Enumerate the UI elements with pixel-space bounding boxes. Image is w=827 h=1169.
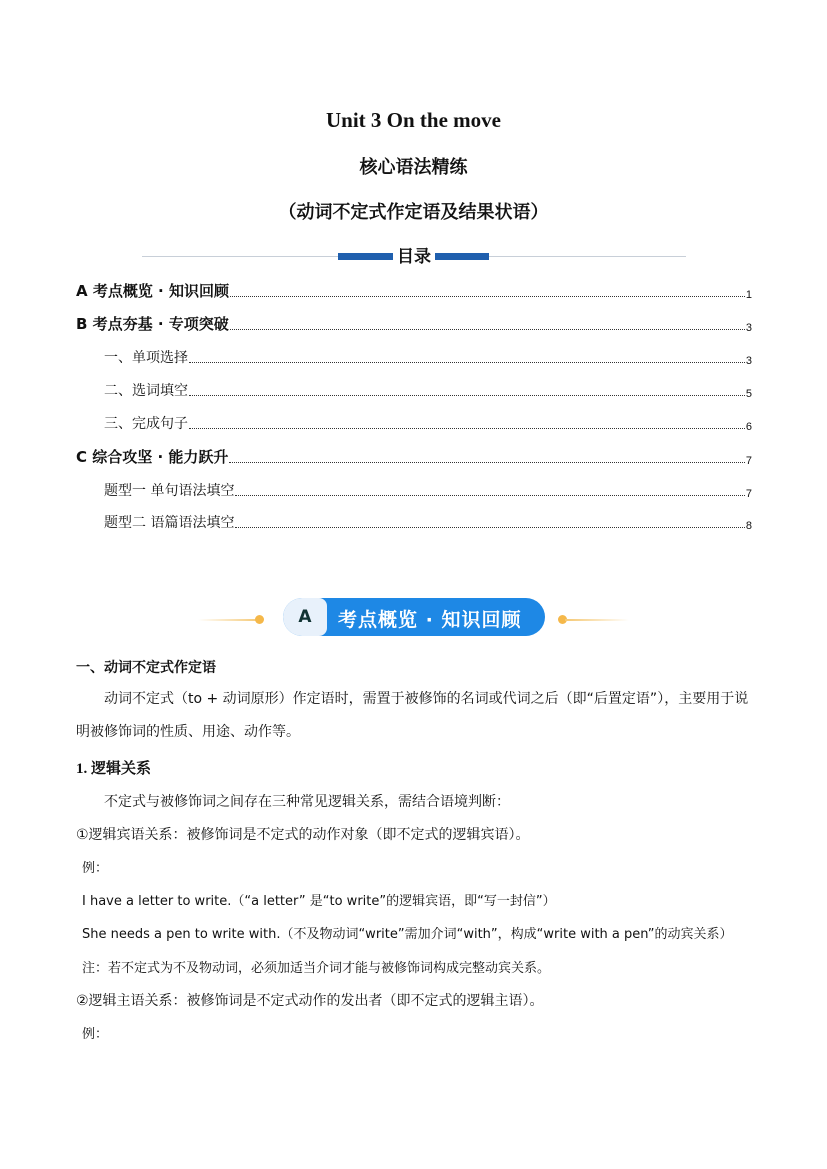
toc-heading: 目录 [393, 242, 435, 267]
banner-dot-left [255, 615, 264, 624]
document-subtitle: 核心语法精练 [359, 157, 468, 178]
toc-entry-label: 一、单项选择 [104, 350, 188, 366]
relation-1: ①逻辑宾语关系：被修饰词是不定式的动作对象（即不定式的逻辑宾语）。 [76, 827, 530, 843]
document-topic: （动词不定式作定语及结果状语） [278, 202, 549, 223]
example-label: 例： [82, 861, 109, 876]
section-heading: 一、动词不定式作定语 [76, 660, 216, 676]
subsection-description: 不定式与被修饰词之间存在三种常见逻辑关系，需结合语境判断： [104, 794, 510, 810]
toc-leader-dots [230, 296, 745, 297]
toc-entry-label: A 考点概览 · 知识回顾 [76, 282, 229, 300]
toc-leader-dots [189, 362, 745, 363]
toc-leader-dots [189, 395, 745, 396]
toc-entry-label: 三、完成句子 [104, 416, 188, 432]
toc-entry[interactable] [104, 349, 752, 367]
banner-line-left [198, 619, 260, 621]
note: 注：若不定式为不及物动词，必须加适当介词才能与被修饰词构成完整动宾关系。 [82, 961, 551, 976]
intro-paragraph: 动词不定式（to + 动词原形）作定语时，需置于被修饰的名词或代词之后（即“后置定语”），主要用于说明被修饰词的性质、用途、动作等。 [76, 691, 749, 740]
toc-entry[interactable] [104, 382, 752, 400]
toc-entry-page: 7 [745, 455, 752, 467]
toc-heading-bar-right [435, 253, 489, 260]
toc-heading-bar-left [338, 253, 393, 260]
subsection-heading: 1. 逻辑关系 [76, 761, 152, 777]
toc-entry[interactable] [76, 449, 752, 467]
toc-entry[interactable] [76, 283, 752, 301]
example-label: 例： [82, 1027, 109, 1042]
banner-line-right [565, 619, 629, 621]
toc-entry-label: 二、选词填空 [104, 383, 188, 399]
toc-entry-page: 1 [745, 289, 752, 301]
toc-entry-label: C 综合攻坚 · 能力跃升 [76, 448, 229, 466]
banner-title: 考点概览 · 知识回顾 [338, 609, 522, 631]
toc-entry[interactable] [104, 415, 752, 433]
toc-leader-dots [235, 495, 744, 496]
toc-entry-page: 6 [745, 421, 752, 433]
toc-leader-dots [229, 462, 745, 463]
toc-entry-page: 3 [745, 355, 752, 367]
toc-entry-label: 题型二 语篇语法填空 [104, 515, 235, 531]
toc-entry-label: B 考点夯基 · 专项突破 [76, 315, 229, 333]
example-sentence: She needs a pen to write with.（不及物动词“write”需加介词“with”，构成“write with a pen”的动宾关系） [82, 927, 733, 942]
banner-letter: A [283, 598, 327, 636]
toc-entry-page: 8 [745, 520, 752, 532]
toc-leader-dots [230, 329, 745, 330]
toc-entry-label: 题型一 单句语法填空 [104, 483, 235, 499]
toc-entry-page: 7 [745, 488, 752, 500]
toc-leader-dots [189, 428, 745, 429]
toc-entry-page: 3 [745, 322, 752, 334]
toc-entry[interactable] [76, 316, 752, 334]
example-sentence: I have a letter to write.（“a letter” 是“to write”的逻辑宾语，即“写一封信”） [82, 894, 556, 909]
toc-leader-dots [235, 527, 744, 528]
toc-entry[interactable] [104, 514, 752, 532]
toc-entry-page: 5 [745, 388, 752, 400]
document-title: Unit 3 On the move [326, 108, 501, 132]
toc-entry[interactable] [104, 482, 752, 500]
relation-2: ②逻辑主语关系：被修饰词是不定式动作的发出者（即不定式的逻辑主语）。 [76, 993, 544, 1009]
